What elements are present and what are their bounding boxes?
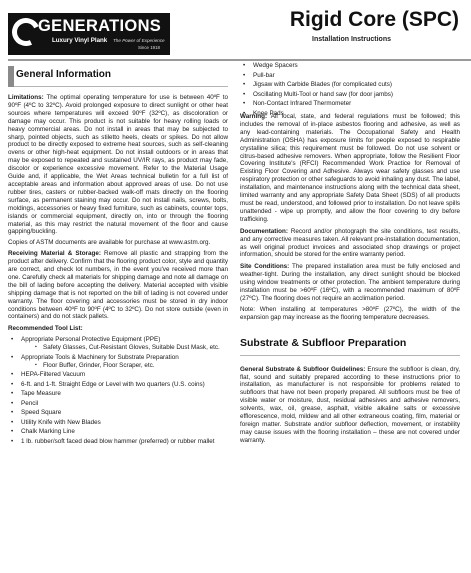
section-rule <box>14 86 228 87</box>
header <box>0 0 471 66</box>
tool-item: • Non-Contact Infrared Thermometer <box>240 100 460 108</box>
tool-subitem: ▪ Safety Glasses, Cut-Resistant Gloves, Suitable Dust Mask, etc. <box>21 344 228 352</box>
warning-text: All local, state, and federal regulations must be followed; this includes the removal of in-place asbestos flooring and adhesive, as well as any lead-containing materials. The Occupational Safety and Health Administration (OSHA) has exposure limits for people exposed to respirable crystalline silica; this requirement must be followed. Do not use solvent or citrus-based adhesive removers. When appropriate, follow the Resilient Floor Covering Institute's (RFCI) Recommended Work Practice for Removal of Existing Floor Covering and Adhesive. Always wear safety glasses and use respiratory protection or other safeguards to avoid inhaling any dust. The label, installation, and maintenance instructions along with the technical data sheet, limited warranty and any appropriate Safety Data Sheet (SDS) of all products must be read, understood, and followed prior to installation. Do not leave spills unattended - wipe up promptly, and allow the floor covering to dry before trafficking. <box>240 113 460 223</box>
tools-heading: Recommended Tool List: <box>8 325 83 333</box>
documentation-label: Documentation: <box>240 227 288 235</box>
tool-list <box>8 336 228 445</box>
site-conditions-text: The prepared installation area must be fully enclosed and weather-tight. During the installation, any direct sunlight should be blocked using window treatments or other protection. The ambient temperature during installation must be >60ºF (16ºC), with a recommended maximum of 80ºF (27ºC). The flooring does not require an acclimation period. <box>240 263 461 302</box>
tool-sublist <box>21 362 228 370</box>
warning-paragraph <box>240 113 460 224</box>
documentation-paragraph <box>240 228 460 260</box>
brand-logo <box>8 13 170 55</box>
receiving-paragraph <box>8 250 228 321</box>
limitations-label: Limitations: <box>8 94 44 101</box>
right-column <box>240 113 460 448</box>
note-paragraph: Note: When installing at temperatures >80ºF (27ºC), the width of the expansion gap may increase as the flooring temperature decreases. <box>240 305 460 321</box>
tool-item: • 1 lb. rubber/soft faced dead blow hammer (preferred) or rubber mallet <box>8 438 228 446</box>
tool-item-text: Appropriate Tools & Machinery for Substrate Preparation <box>21 353 179 361</box>
page-subtitle: Installation Instructions <box>312 36 391 43</box>
substrate-text: Ensure the subfloor is clean, dry, flat, sound and suitably prepared according to these instructions prior to installation, as manufacturer is not responsible for problems related to subfloors that have not been properly prepared. All subfloors must be free of visible water or moisture, dust, residual adhesives and adhesive removers, solvents, wax, oil, grease, asphalt, visible alkaline salts or excessive efflorescence, mold, mildew and all other extraneous coating, film, material or foreign matter. Substrate and/or subfloor deflection, movement, or instability may cause issues with the flooring installation – these are not covered under warranty. <box>240 365 461 444</box>
tool-item <box>8 336 228 352</box>
tool-sublist <box>21 344 228 352</box>
section-header-general <box>8 66 228 88</box>
site-conditions-paragraph <box>240 263 460 303</box>
section-rule <box>240 355 460 356</box>
astm-paragraph: Copies of ASTM documents are available for purchase at www.astm.org. <box>8 239 211 247</box>
tool-item: • Knee Pads <box>240 110 460 118</box>
brand-since: Since 1918 <box>138 45 160 50</box>
page-title: Rigid Core (SPC) <box>289 8 459 31</box>
receiving-text: Remove all plastic and strapping from the product after delivery. Confirm that the flooring product color, style and quantity are correct, and check lot numbers, in the event you've received more than one. Carefully check all materials for shipping damage and note all damage on the bill of lading before accepting the delivery. Material accepted with visible shipping damage that is not reported on the bill of lading is not covered under warranty. The floor covering and accessories must be stored in dry indoor conditions between 40ºF to 90ºF (4ºC to 32ºC). Do not store outside (even in containers) and do not stack pallets. <box>8 250 228 321</box>
warning-label: Warning: <box>240 113 268 120</box>
tool-item: • 6-ft. and 1-ft. Straight Edge or Level with two quarters (U.S. coins) <box>8 381 228 389</box>
left-column <box>8 66 228 449</box>
brand-name: GENERATIONS <box>38 17 162 35</box>
tool-item-text: Appropriate Personal Protective Equipment (PPE) <box>21 336 161 344</box>
substrate-label: General Substrate & Subfloor Guidelines: <box>240 365 366 373</box>
tool-item: • Tape Measure <box>8 390 228 398</box>
tool-item: • Jigsaw with Carbide Blades (for complicated cuts) <box>240 81 460 89</box>
tool-item: • HEPA-Filtered Vacuum <box>8 371 228 379</box>
limitations-paragraph <box>8 94 228 236</box>
brand-tagline: The Power of Experience <box>113 38 165 43</box>
tool-item <box>8 354 228 370</box>
tool-list-continued <box>240 62 460 119</box>
tool-item: • Pull-bar <box>240 72 460 80</box>
tool-item: • Utility Knife with New Blades <box>8 419 228 427</box>
substrate-paragraph <box>240 366 460 445</box>
brand-sub: Luxury Vinyl Plank <box>52 37 108 44</box>
header-divider <box>8 59 471 61</box>
tool-subitem: ▪ Floor Buffer, Grinder, Floor Scraper, etc. <box>21 362 228 370</box>
tool-item: • Pencil <box>8 400 228 408</box>
receiving-label: Receiving Material & Storage: <box>8 250 101 258</box>
tool-item: • Chalk Marking Line <box>8 428 228 436</box>
tool-item: • Speed Square <box>8 409 228 417</box>
tool-item: • Wedge Spacers <box>240 62 460 70</box>
limitations-text: The optimal operating temperature for use is between 40ºF to 90ºF (4ºC to 32ºC). Avoid prolonged exposure to direct sunlight or other heat sources where temperatures will exceed 90ºF (32ºC), as discoloration or damage may occur. This product is not suitable for heavy rolling loads or heavy commercial areas. Do not install in areas that may be subjected to sharp, pointed objects, such as stiletto heels, cleats or spikes. Do not allow product to be directly exposed to extreme heat sources, such as self-cleaning ovens or other high-heat equipment. Do not install outdoors or in areas that may be exposed to repeated and sustained UV/IR rays, as product may fade, discolor or experience excessive movement. Refer to the Material Usage Guide and, if applicable, the Wet Areas technical bulletin for a full list of acceptable areas and information about approved areas of use. Do not use rubber tires, casters or rubber-backed walk-off mats directly on the flooring surface, as permanent staining may occur. Do not install nails, screws, bolts, moldings, accessories or heavy fixed furniture, such as cabinets, counter tops, islands or commercial equipment, directly on, into or through the flooring material, as this may restrict the natural movement of the floor and cause gapping/buckling. <box>8 94 228 236</box>
site-conditions-label: Site Conditions: <box>240 263 290 271</box>
section-title-general: General Information <box>16 69 112 80</box>
documentation-text: Record and/or photograph the site conditions, test results, and any corrective measures taken. All relevant pre-installation documentation, as well original product invoices and associated shop drawings or project information, should be stored for the entire warranty period. <box>240 227 460 259</box>
tool-item: • Oscillating Multi-Tool or hand saw (for door jambs) <box>240 91 460 99</box>
section-header-substrate <box>240 334 460 358</box>
section-title-substrate: Substrate & Subfloor Preparation <box>240 336 407 349</box>
section-bar <box>8 66 14 87</box>
